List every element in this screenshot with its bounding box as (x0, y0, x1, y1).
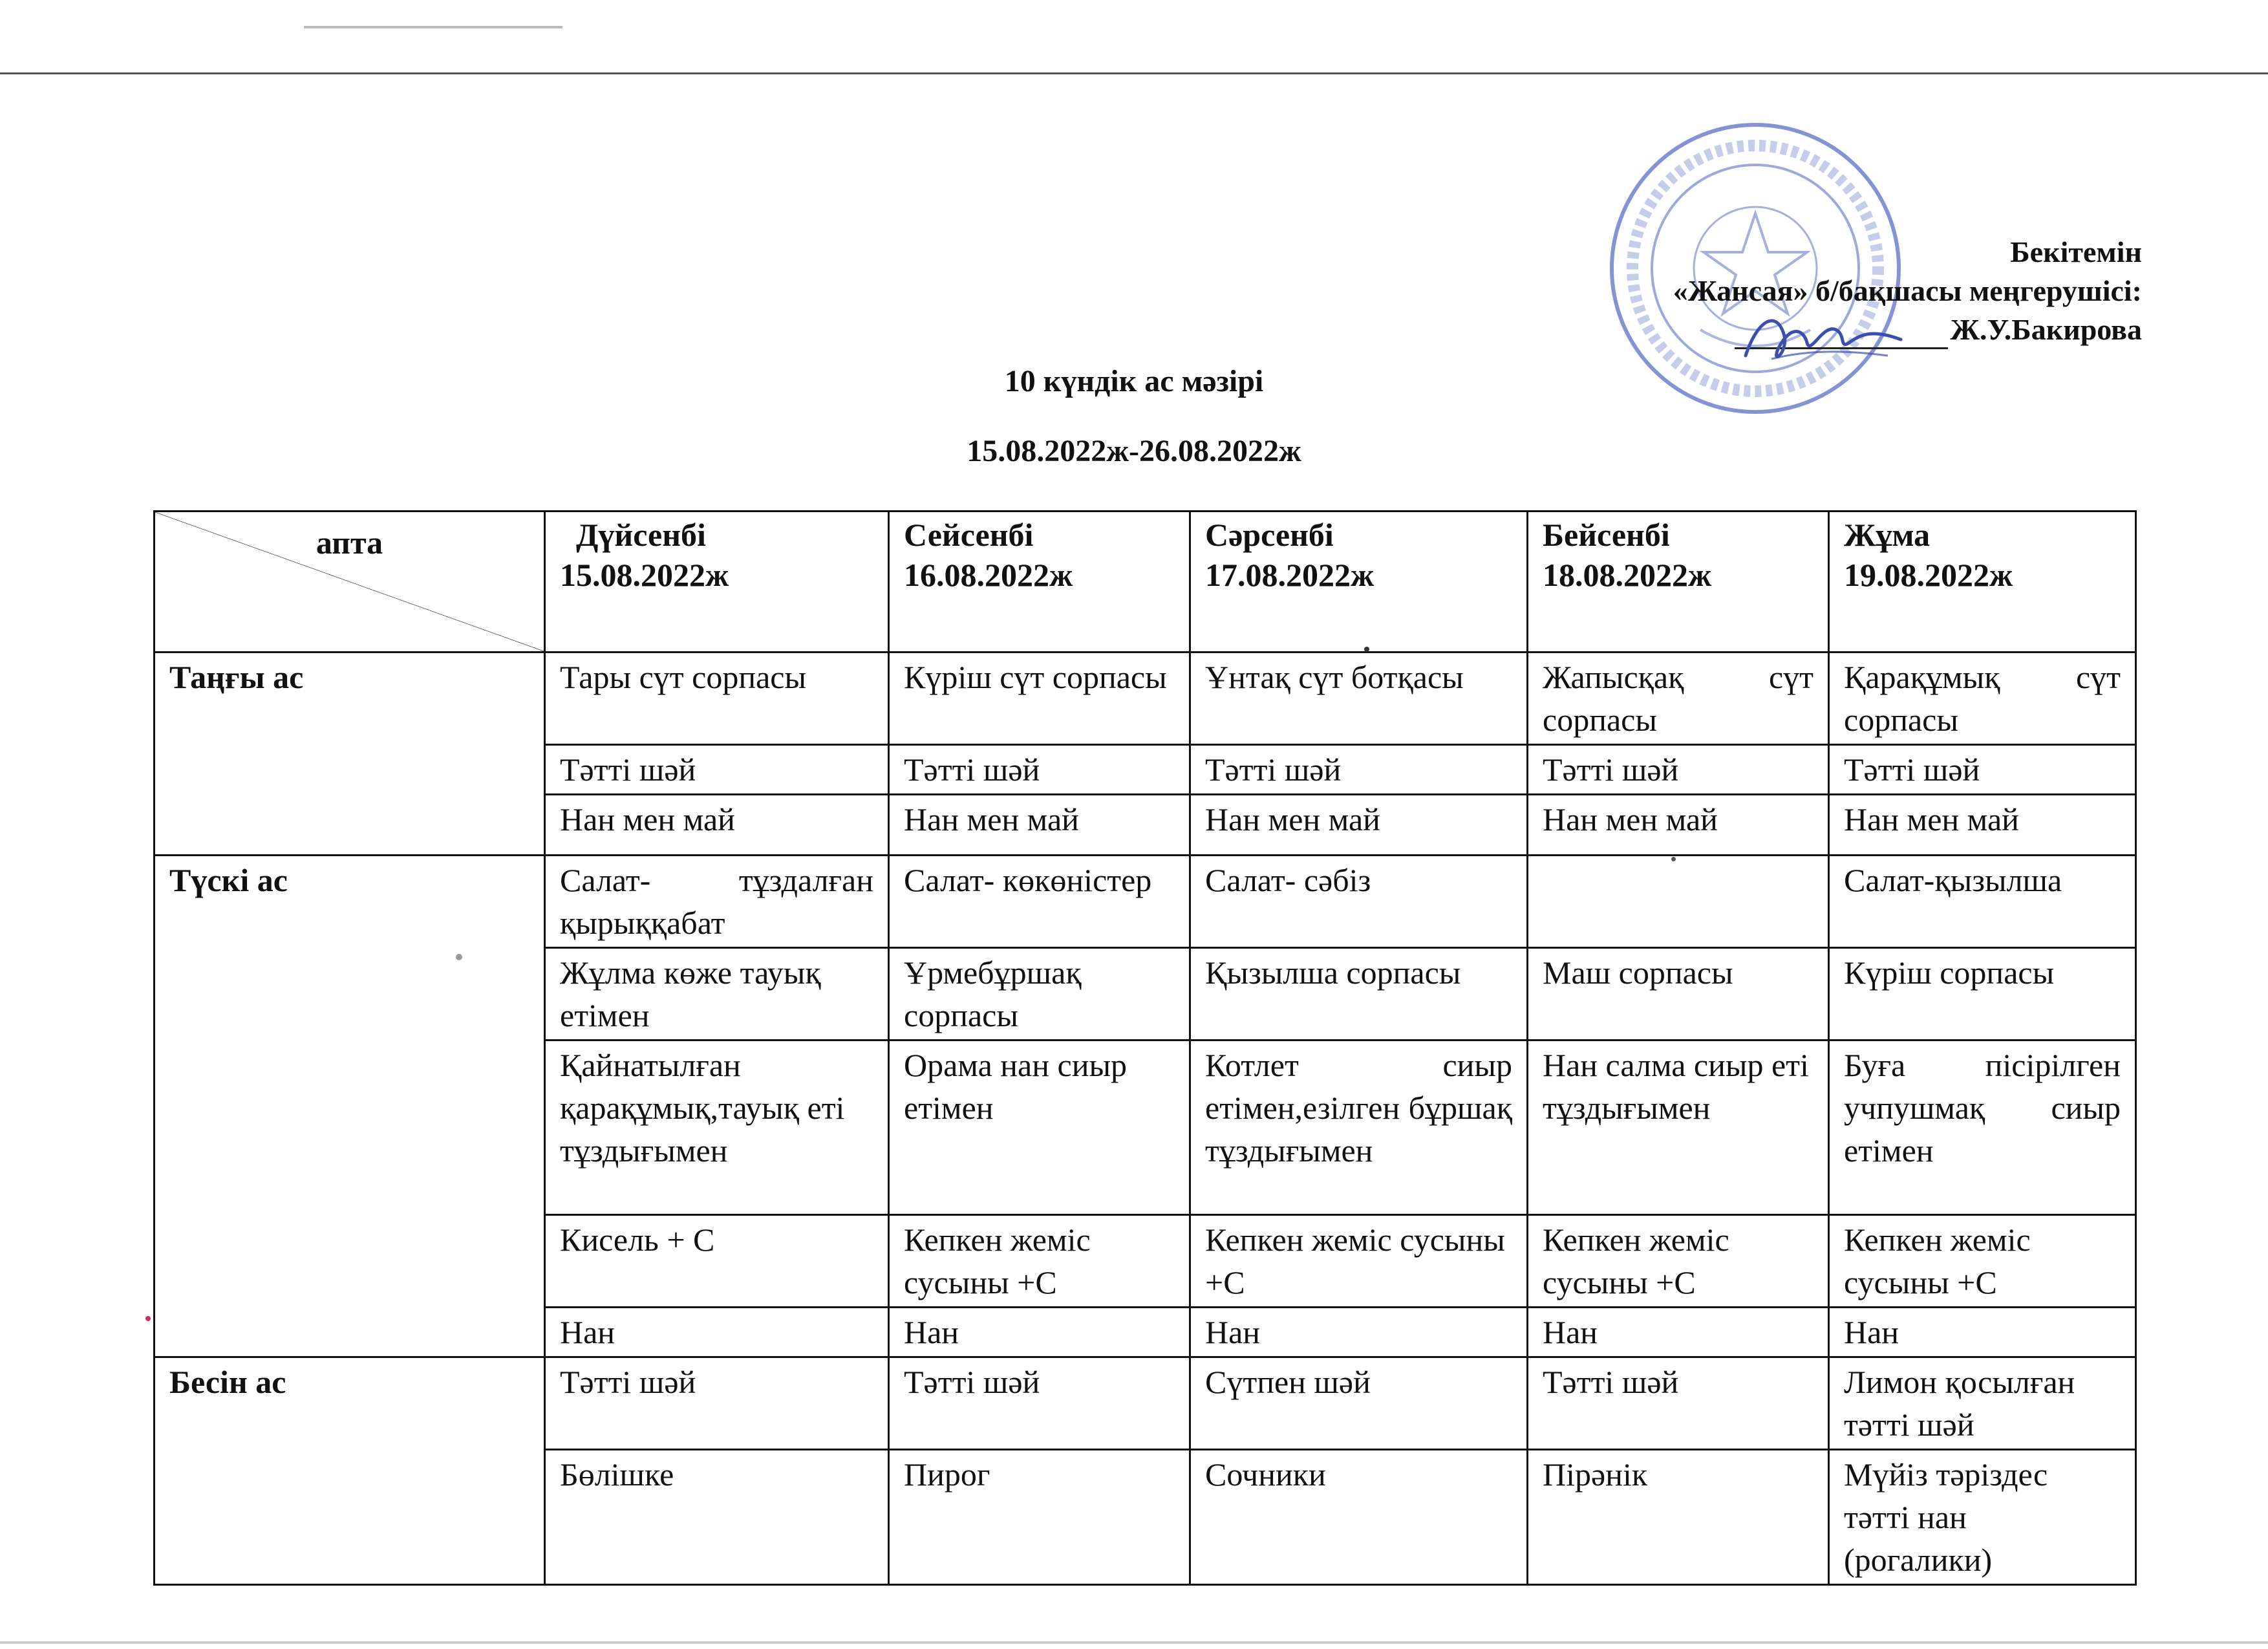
meal-label-breakfast: Таңғы ас (155, 652, 545, 856)
menu-cell: Тәтті шәй (1528, 745, 1829, 795)
menu-cell: Тәтті шәй (1190, 745, 1528, 795)
day-header-wed (1190, 512, 1528, 652)
day-name: Сейсенбі (904, 517, 1034, 553)
menu-cell: Күріш сүт сорпасы (889, 652, 1190, 745)
menu-cell: Нан мен май (1528, 795, 1829, 856)
meal-label-snack: Бесін ас (155, 1357, 545, 1585)
menu-cell: Сочники (1190, 1450, 1528, 1585)
menu-cell: Буға пісірілген учпушмақ сиыр етімен (1829, 1040, 2136, 1215)
speck (1364, 647, 1369, 652)
scan-edge-line (304, 26, 562, 28)
menu-cell: Маш сорпасы (1528, 948, 1829, 1040)
menu-cell: Кисель + С (545, 1215, 889, 1308)
menu-cell: Салат- тұздалған қырыққабат (545, 856, 889, 948)
menu-cell: Нан мен май (545, 795, 889, 856)
menu-cell: Тәтті шәй (1528, 1357, 1829, 1450)
menu-cell: Нан салма сиыр еті тұздығымен (1528, 1040, 1829, 1215)
day-header-tue (889, 512, 1190, 652)
day-name: Бейсенбі (1543, 517, 1670, 553)
day-date: 18.08.2022ж (1543, 557, 1712, 593)
scan-edge-line (0, 1641, 2268, 1644)
menu-cell: Нан мен май (1190, 795, 1528, 856)
menu-cell: Нан (545, 1308, 889, 1357)
speck (145, 1316, 151, 1321)
menu-cell: Күріш сорпасы (1829, 948, 2136, 1040)
menu-cell: Ұрмебұршақ сорпасы (889, 948, 1190, 1040)
menu-cell: Қызылша сорпасы (1190, 948, 1528, 1040)
menu-cell: Нан (889, 1308, 1190, 1357)
corner-label: апта (316, 524, 383, 561)
day-name: Сәрсенбі (1205, 517, 1334, 553)
menu-cell: Нан мен май (889, 795, 1190, 856)
menu-cell: Жұлма көже тауық етімен (545, 948, 889, 1040)
menu-cell: Тары сүт сорпасы (545, 652, 889, 745)
approval-position: «Жансая» б/бақшасы меңгерушісі: (1673, 274, 2142, 307)
scan-edge-line (0, 72, 2268, 74)
menu-cell: Нан мен май (1829, 795, 2136, 856)
menu-cell: Нан (1829, 1308, 2136, 1357)
menu-cell: Бөлішке (545, 1450, 889, 1585)
menu-cell: Мүйіз тәріздес тәтті нан (рогалики) (1829, 1450, 2136, 1585)
menu-cell: Лимон қосылған тәтті шәй (1829, 1357, 2136, 1450)
menu-cell: Котлет сиыр етімен,езілген бұршақ тұздығымен (1190, 1040, 1528, 1215)
day-name: Жұма (1844, 517, 1931, 553)
menu-cell: Тәтті шәй (545, 745, 889, 795)
menu-table (153, 510, 2137, 1586)
document-title: 10 күндік ас мәзірі (1004, 364, 1264, 398)
menu-cell: Тәтті шәй (889, 1357, 1190, 1450)
day-date: 16.08.2022ж (904, 557, 1073, 593)
menu-cell: Пірәнік (1528, 1450, 1829, 1585)
menu-cell: Кепкен жеміс сусыны +С (1528, 1215, 1829, 1308)
menu-cell: Тәтті шәй (889, 745, 1190, 795)
menu-cell: Пирог (889, 1450, 1190, 1585)
corner-cell (155, 512, 545, 652)
day-header-mon (545, 512, 889, 652)
table-row (155, 856, 2136, 948)
menu-cell: Ұнтақ сүт ботқасы (1190, 652, 1528, 745)
menu-cell: Кепкен жеміс сусыны +С (1190, 1215, 1528, 1308)
menu-cell: Жапысқақ сүт сорпасы (1528, 652, 1829, 745)
speck (1671, 857, 1676, 861)
approval-name: Ж.У.Бакирова (1950, 313, 2142, 346)
date-range: 15.08.2022ж-26.08.2022ж (967, 434, 1301, 468)
speck (456, 954, 462, 960)
meal-label-lunch: Түскі ас (155, 856, 545, 1357)
menu-cell: Салат- көкөністер (889, 856, 1190, 948)
menu-cell: Сүтпен шәй (1190, 1357, 1528, 1450)
menu-cell: Тәтті шәй (545, 1357, 889, 1450)
menu-cell: Кепкен жеміс сусыны +С (889, 1215, 1190, 1308)
day-date: 17.08.2022ж (1205, 557, 1375, 593)
table-header-row (155, 512, 2136, 652)
day-header-thu (1528, 512, 1829, 652)
menu-cell: Кепкен жеміс сусыны +С (1829, 1215, 2136, 1308)
table-row (155, 652, 2136, 745)
menu-cell: Қарақұмық сүт сорпасы (1829, 652, 2136, 745)
approval-heading: Бекітемін (2010, 235, 2142, 268)
menu-cell: Нан (1528, 1308, 1829, 1357)
menu-cell: Тәтті шәй (1829, 745, 2136, 795)
menu-cell: Қайнатылған қарақұмық,тауық еті тұздығымен (545, 1040, 889, 1215)
table-row (155, 1357, 2136, 1450)
menu-cell: Нан (1190, 1308, 1528, 1357)
menu-cell: Салат- сәбіз (1190, 856, 1528, 948)
menu-cell: Орама нан сиыр етімен (889, 1040, 1190, 1215)
menu-cell: Салат-қызылша (1829, 856, 2136, 948)
menu-cell (1528, 856, 1829, 948)
day-header-fri (1829, 512, 2136, 652)
day-date: 19.08.2022ж (1844, 557, 2013, 593)
day-name: Дүйсенбі (576, 517, 706, 553)
day-date: 15.08.2022ж (560, 557, 729, 593)
